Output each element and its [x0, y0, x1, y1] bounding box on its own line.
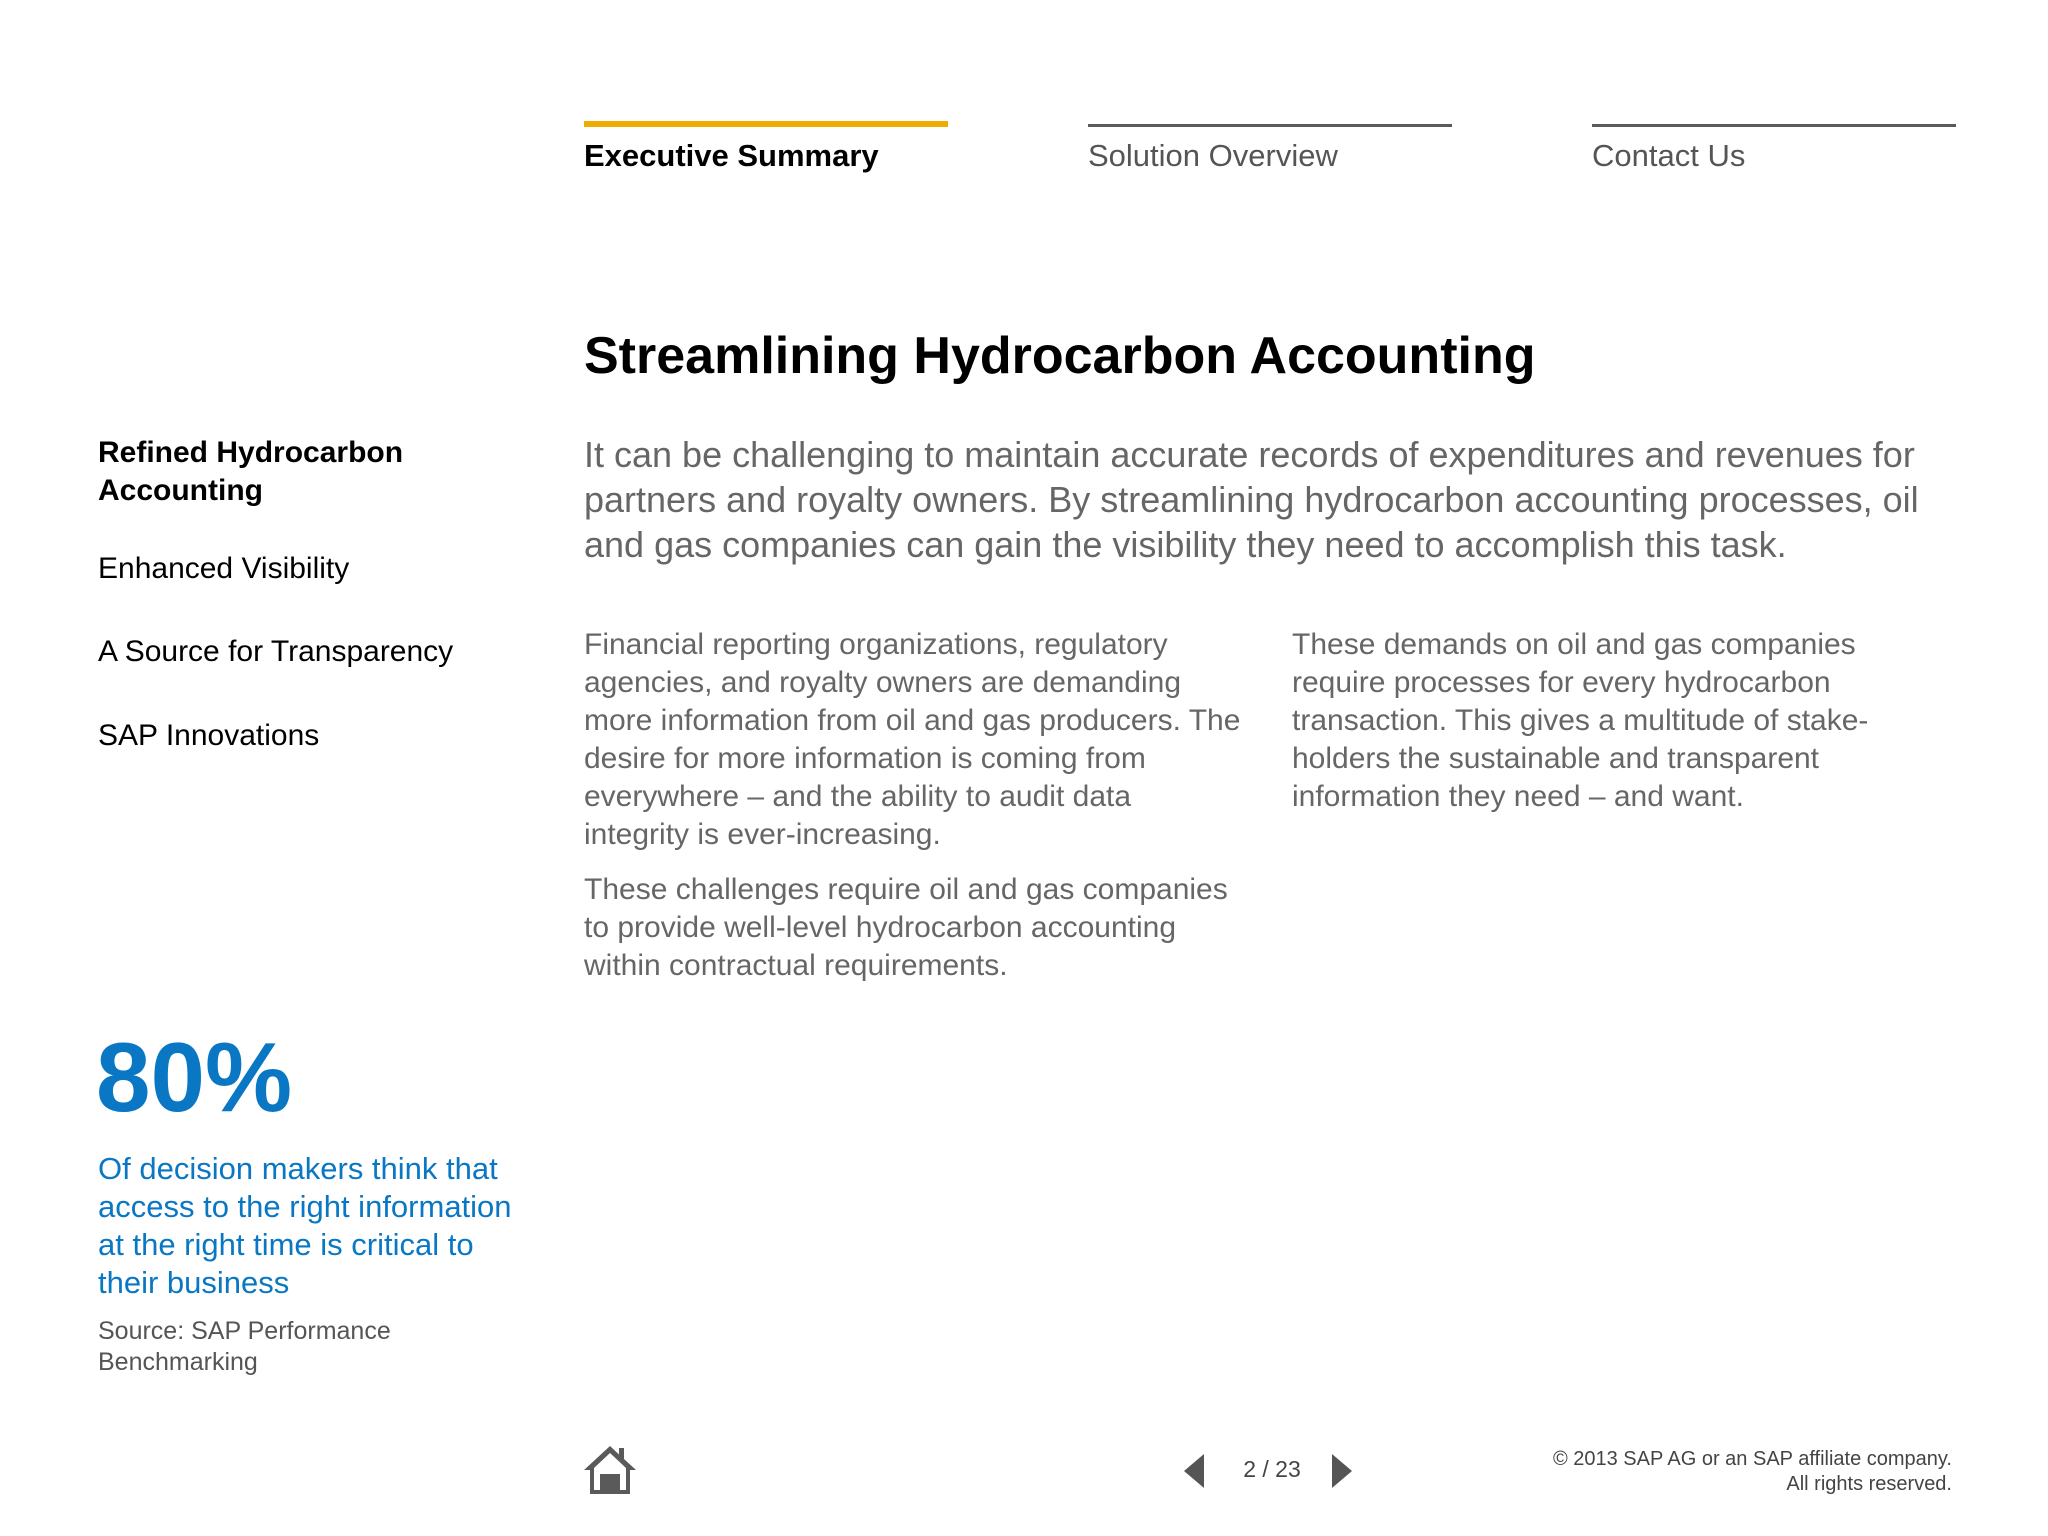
body-paragraph: These demands on oil and gas companies require processes for every hydrocarbon transaction. This gives a multitude of stake-holders the sustainable and transparent information they need – and want. — [1292, 628, 1869, 813]
previous-page-button[interactable] — [1182, 1452, 1206, 1490]
page-counter: 2 / 23 — [1243, 1456, 1301, 1482]
arrow-right-icon — [1330, 1452, 1354, 1490]
side-nav-item-source-for-transparency[interactable]: A Source for Transparency — [98, 635, 454, 668]
copyright-line: All rights reserved. — [1786, 1473, 1952, 1495]
tab-label: Solution Overview — [1088, 138, 1338, 173]
side-nav-item-enhanced-visibility[interactable]: Enhanced Visibility — [98, 552, 350, 585]
body-paragraph: These challenges require oil and gas companies to provide well-level hydrocarbon accounting within contractual requirements. — [584, 873, 1228, 982]
tab-active-indicator — [584, 121, 948, 127]
copyright-line: © 2013 SAP AG or an SAP affiliate company. — [1552, 1448, 1952, 1470]
stat-source: Source: SAP Performance Benchmarking — [98, 1317, 391, 1376]
tab-indicator — [1592, 124, 1956, 127]
stat-number: 80% — [96, 1022, 293, 1132]
body-paragraph: Financial reporting organizations, regulatory agencies, and royalty owners are demanding more information from oil and gas producers. The desire for more information is coming from everywhere – and the ability to audit data integrity is ever-increasing. — [584, 628, 1241, 851]
tab-indicator — [1088, 124, 1452, 127]
tab-label: Contact Us — [1592, 138, 1746, 173]
right-column — [1292, 626, 1932, 833]
home-button[interactable] — [580, 1442, 640, 1498]
page-title: Streamlining Hydrocarbon Accounting — [584, 327, 1536, 385]
side-nav-item-refined-hydrocarbon-accounting[interactable]: Refined Hydrocarbon Accounting — [98, 436, 404, 507]
copyright-notice — [1553, 1447, 1952, 1497]
tab-solution-overview[interactable] — [1088, 124, 1452, 174]
tab-executive-summary[interactable] — [584, 124, 948, 174]
stat-description: Of decision makers think that access to the right information at the right time is critical to their business — [98, 1151, 512, 1300]
next-page-button[interactable] — [1330, 1452, 1354, 1490]
left-column — [584, 626, 1244, 1002]
intro-paragraph: It can be challenging to maintain accurate records of expenditures and revenues for partners and royalty owners. By streamlining hydrocarbon accounting processes, oil and gas companies can gain the visibility they need to accomplish this task. — [584, 434, 1919, 565]
tab-contact-us[interactable] — [1592, 124, 1956, 174]
tab-label: Executive Summary — [584, 138, 879, 173]
arrow-left-icon — [1182, 1452, 1206, 1490]
side-nav-item-sap-innovations[interactable]: SAP Innovations — [98, 719, 320, 752]
home-icon — [580, 1442, 640, 1498]
